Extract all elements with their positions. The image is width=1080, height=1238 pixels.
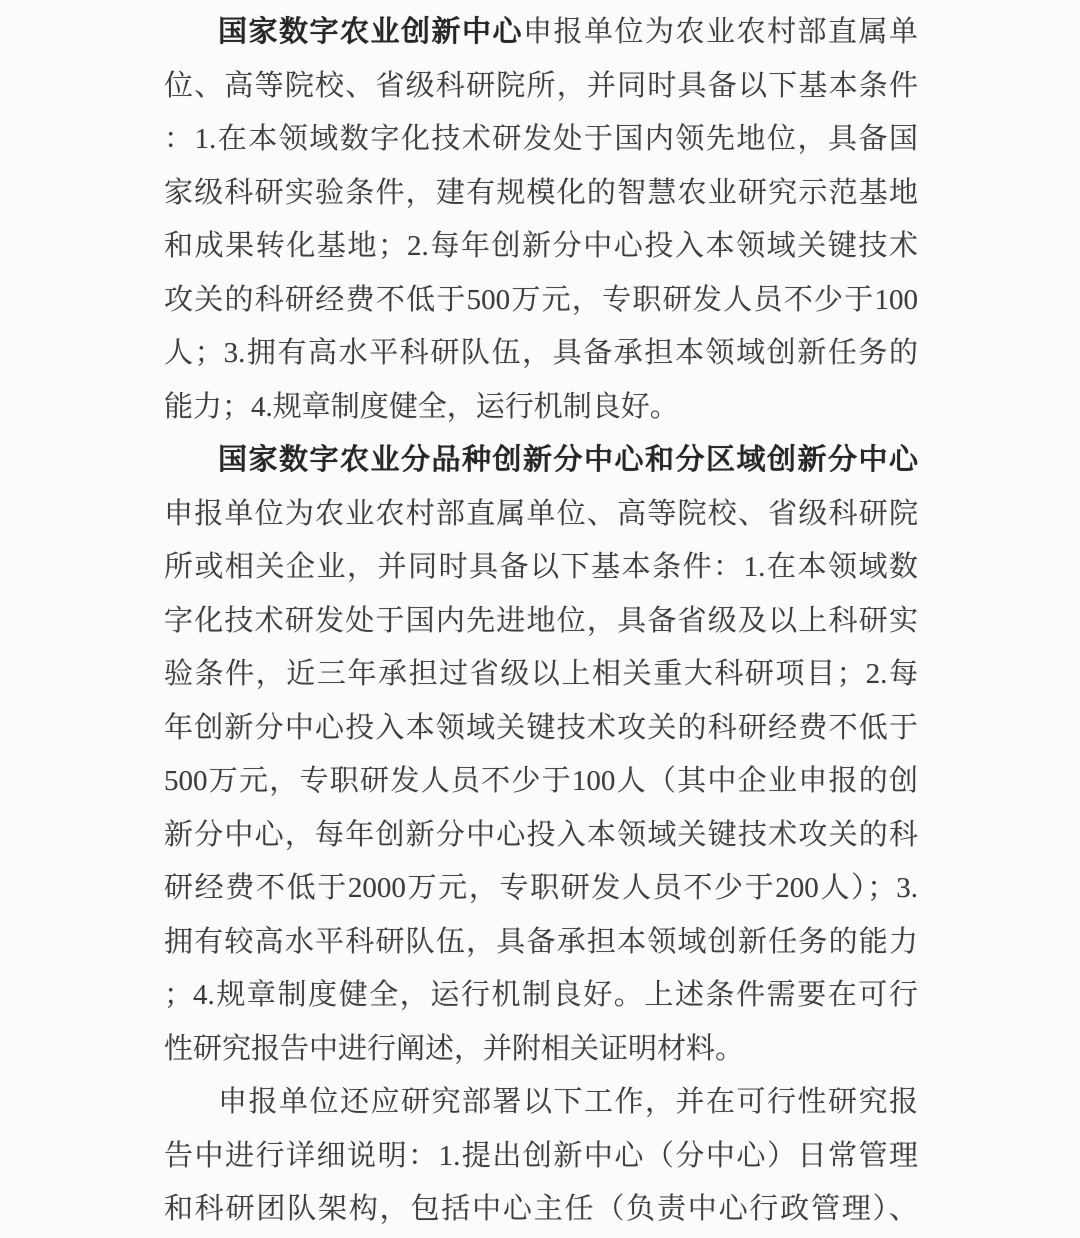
line-text: ：1.在本领域数字化技术研发处于国内领先地位，具备国 xyxy=(164,123,918,155)
line-text: 人；3.拥有高水平科研队伍，具备承担本领域创新任务的 xyxy=(164,337,918,369)
line-text: 申报单位还应研究部署以下工作，并在可行性研究报 xyxy=(218,1086,918,1118)
text-line xyxy=(164,6,918,60)
line-text: 年创新分中心投入本领域关键技术攻关的科研经费不低于 xyxy=(164,711,918,744)
line-text: 研经费不低于2000万元，专职研发人员不少于200人）；3. xyxy=(164,872,918,904)
text-line xyxy=(164,702,918,756)
text-line xyxy=(164,541,918,595)
text-line xyxy=(164,755,918,809)
text-line xyxy=(164,969,918,1023)
text-line xyxy=(164,1183,918,1237)
text-line xyxy=(164,1130,918,1184)
text-line xyxy=(164,220,918,274)
line-text: 家级科研实验条件，建有规模化的智慧农业研究示范基地 xyxy=(164,176,918,209)
line-text: 攻关的科研经费不低于500万元，专职研发人员不少于100 xyxy=(164,283,918,316)
text-line xyxy=(164,809,918,863)
line-text: 位、高等院校、省级科研院所，并同时具备以下基本条件 xyxy=(164,69,918,102)
text-line xyxy=(164,60,918,114)
line-text: ；4.规章制度健全，运行机制良好。上述条件需要在可行 xyxy=(164,979,918,1011)
text-line xyxy=(164,434,918,488)
section-heading-bold: 国家数字农业创新中心 xyxy=(218,16,523,48)
section-heading-bold: 国家数字农业分品种创新分中心和分区域创新分中心 xyxy=(218,444,918,476)
text-line xyxy=(164,1023,918,1077)
text-line xyxy=(164,595,918,649)
line-text: 和成果转化基地；2.每年创新分中心投入本领域关键技术 xyxy=(164,230,918,262)
text-line xyxy=(164,274,918,328)
line-text: 500万元，专职研发人员不少于100人（其中企业申报的创 xyxy=(164,765,918,797)
text-line xyxy=(164,488,918,542)
text-line xyxy=(164,648,918,702)
line-text: 所或相关企业，并同时具备以下基本条件：1.在本领域数 xyxy=(164,551,918,583)
text-line xyxy=(164,381,918,435)
text-line xyxy=(164,327,918,381)
line-text: 字化技术研发处于国内先进地位，具备省级及以上科研实 xyxy=(164,604,918,637)
line-text: 申报单位为农业农村部直属单 xyxy=(523,16,918,48)
text-line xyxy=(164,916,918,970)
text-line xyxy=(164,167,918,221)
line-text: 告中进行详细说明：1.提出创新中心（分中心）日常管理 xyxy=(164,1139,918,1172)
document-page xyxy=(164,6,918,1237)
text-line xyxy=(164,113,918,167)
line-text: 能力；4.规章制度健全，运行机制良好。 xyxy=(164,390,679,423)
text-line xyxy=(164,1076,918,1130)
line-text: 验条件，近三年承担过省级以上相关重大科研项目；2.每 xyxy=(164,658,918,690)
line-text: 和科研团队架构，包括中心主任（负责中心行政管理）、 xyxy=(164,1193,918,1225)
line-text: 拥有较高水平科研队伍，具备承担本领域创新任务的能力 xyxy=(164,925,918,958)
line-text: 性研究报告中进行阐述，并附相关证明材料。 xyxy=(164,1032,745,1065)
line-text: 申报单位为农业农村部直属单位、高等院校、省级科研院 xyxy=(164,497,918,530)
line-text: 新分中心，每年创新分中心投入本领域关键技术攻关的科 xyxy=(164,818,918,851)
text-line xyxy=(164,862,918,916)
